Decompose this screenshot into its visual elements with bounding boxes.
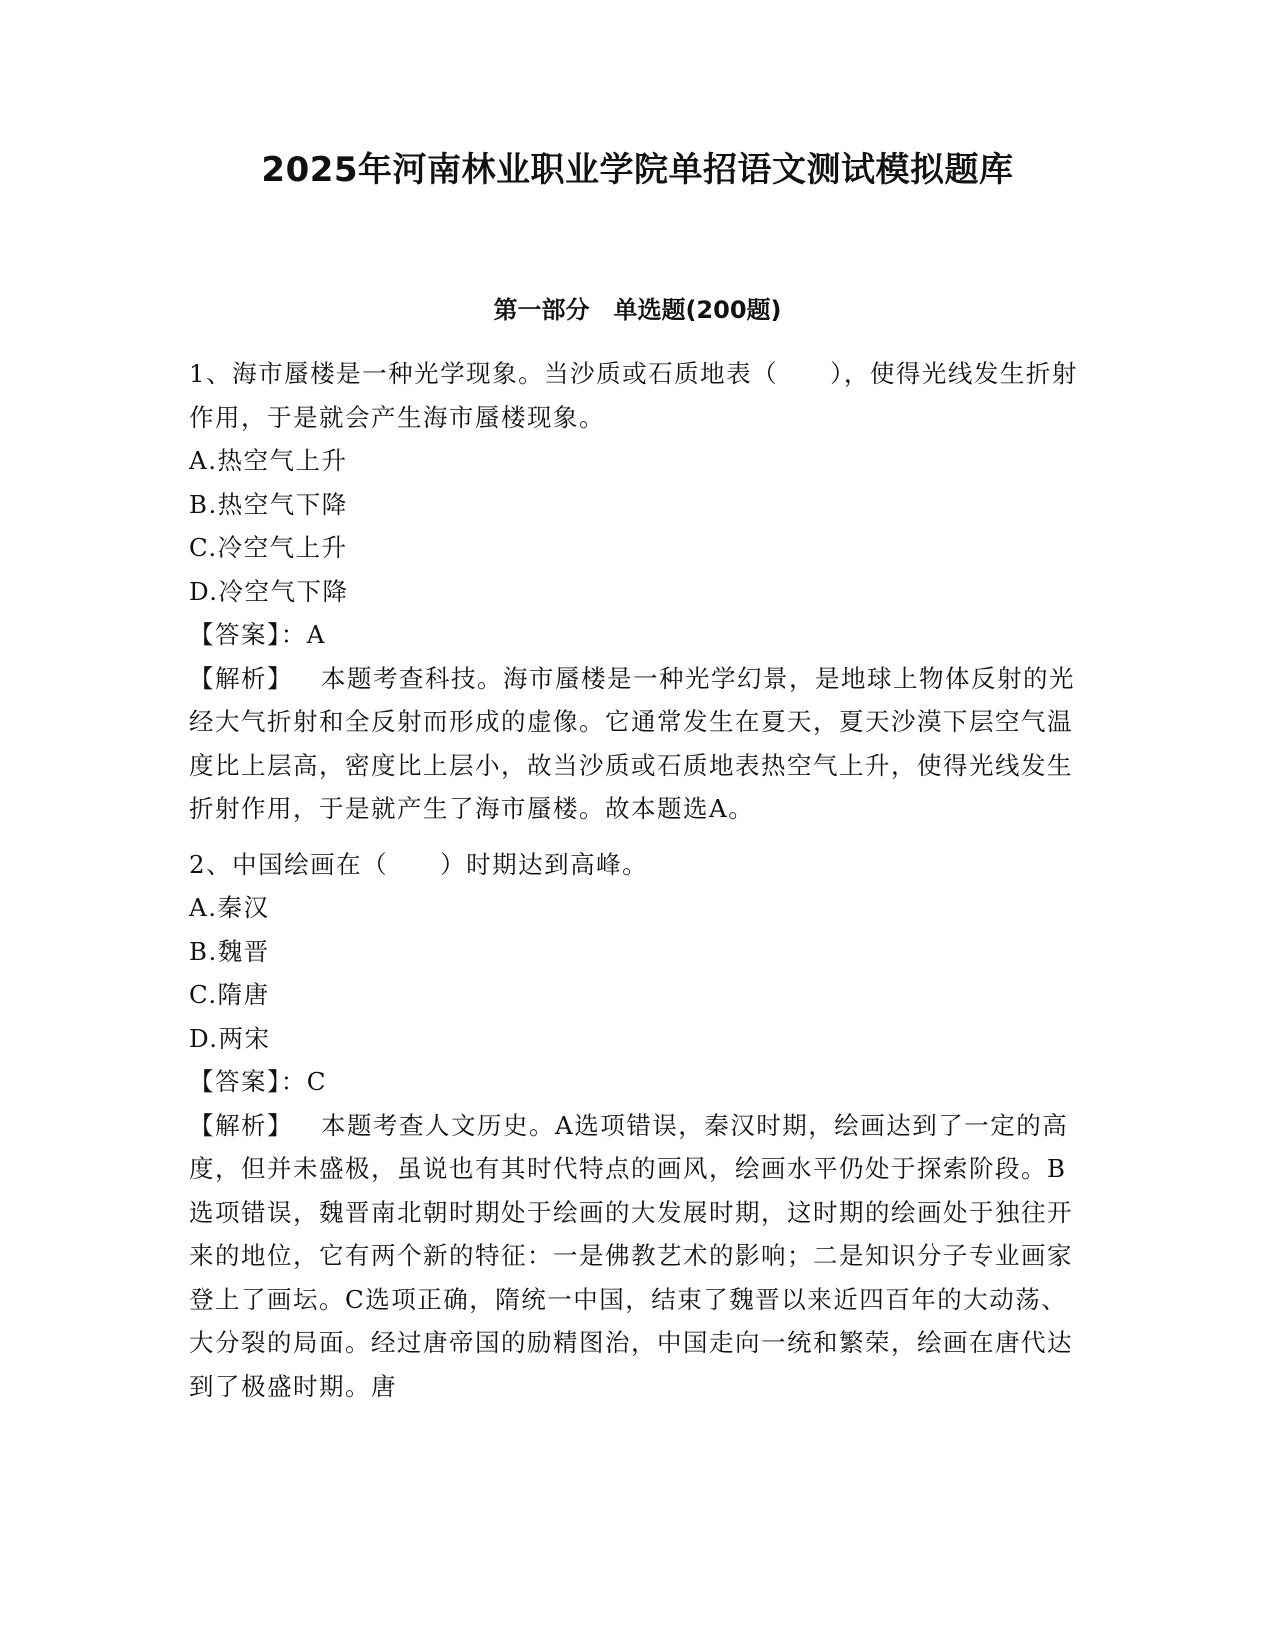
option-d: D.冷空气下降 (189, 576, 349, 606)
analysis-body: 本题考查科技。海市蜃楼是一种光学幻景，是地球上物体反射的光经大气折射和全反射而形成的虚像。它通常发生在夏天，夏天沙漠下层空气温度比上层高，密度比上层小，故当沙质或石质地表热空气上升，使得光线发生折射作用，于是就产生了海市蜃楼。故本题选A。 (189, 663, 1075, 823)
section-title: 第一部分 单选题(200题) (493, 296, 782, 324)
document-title: 2025年河南林业职业学院单招语文测试模拟题库 (261, 150, 1014, 190)
option-b: B.热空气下降 (189, 489, 348, 519)
analysis-label: 【解析】 (189, 663, 293, 693)
question-stem: 2、中国绘画在（ ）时期达到高峰。 (189, 849, 649, 879)
analysis-text (189, 657, 1089, 831)
answer-label: 【答案】： (189, 1067, 307, 1096)
question-1 (189, 352, 1089, 831)
question-2 (189, 843, 1089, 1409)
option-d: D.两宋 (189, 1023, 271, 1053)
option-a: A.秦汉 (189, 893, 270, 922)
analysis-body: 本题考查人文历史。A选项错误，秦汉时期，绘画达到了一定的高度，但并未盛极，虽说也有其时代特点的画风，绘画水平仍处于探索阶段。B选项错误，魏晋南北朝时期处于绘画的大发展时期，这时期的绘画处于独往开来的地位，它有两个新的特征：一是佛教艺术的影响；二是知识分子专业画家登上了画坛。C选项正确，隋统一中国，结束了魏晋以来近四百年的大动荡、大分裂的局面。经过唐帝国的励精图治，中国走向一统和繁荣，绘画在唐代达到了极盛时期。唐 (189, 1110, 1073, 1401)
question-stem: 1、海市蜃楼是一种光学现象。当沙质或石质地表（ ），使得光线发生折射作用，于是就会产生海市蜃楼现象。 (189, 359, 1078, 432)
answer-line (189, 1060, 1089, 1104)
answer-value: C (306, 1067, 327, 1096)
option-b: B.魏晋 (189, 936, 270, 966)
answer-value: A (306, 620, 326, 649)
question-list (189, 352, 1089, 1420)
option-c: C.冷空气上升 (189, 533, 348, 562)
analysis-text (189, 1104, 1089, 1409)
analysis-label: 【解析】 (189, 1110, 293, 1140)
option-c: C.隋唐 (189, 980, 270, 1009)
option-a: A.热空气上升 (189, 446, 348, 475)
answer-line (189, 613, 1089, 657)
answer-label: 【答案】： (189, 620, 307, 649)
